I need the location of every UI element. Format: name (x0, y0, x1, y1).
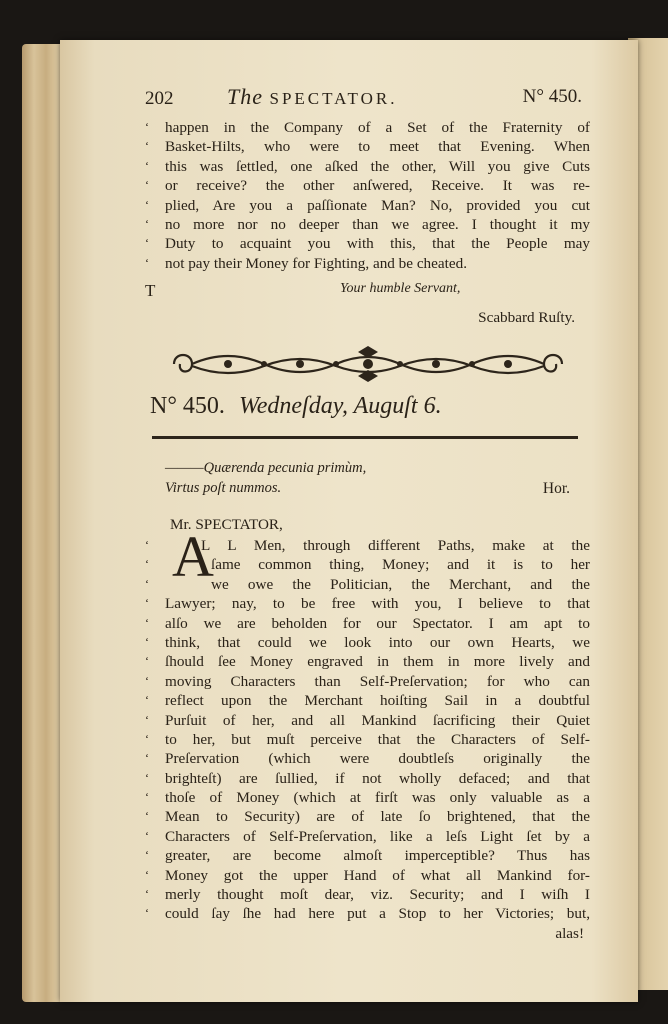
text-line: ‘ Preſervation (which were doubtleſs originally the (145, 750, 590, 768)
running-title: The SPECTATOR. (227, 84, 398, 109)
text-line: ‘ think, that could we look into our own Hearts, we (145, 633, 590, 651)
text-line: ‘ Basket-Hilts, who were to meet that Evening. When (145, 138, 590, 156)
text-line: ‘ plied, Are you a paſſionate Man? No, provided you cut (145, 196, 590, 214)
text-line: ‘ thoſe of Money (which at firſt was only valuable as a (145, 789, 590, 807)
page-number: 202 (145, 88, 174, 109)
motto-attribution: Hor. (542, 480, 570, 497)
signature-initial: T (145, 281, 156, 300)
text-line: ‘ Lawyer; nay, to be free with you, I believe to that (145, 595, 590, 613)
drop-cap: A (172, 524, 214, 589)
issue-date: Wedneſday, Auguſt 6. (238, 393, 442, 419)
text-line: ‘ Purſuit of her, and all Mankind ſacrificing their Quiet (145, 711, 590, 729)
text-line: ‘ Mean to Security) are of late ſo brightened, that the (145, 808, 590, 826)
text-line: ‘ Duty to acquaint you with this, that the People may (145, 235, 590, 253)
text-line: ‘ L L Men, through different Paths, make at the (145, 537, 590, 554)
text-line: ‘ could ſay ſhe had here put a Stop to her Victories; but, (145, 905, 590, 923)
text-line: ‘ happen in the Company of a Set of the Fraternity of (145, 119, 590, 136)
text-line: ‘ this was ſettled, one aſked the other, Will you give Cuts (145, 157, 590, 175)
text-line: ‘ to her, but muſt perceive that the Characters of Self- (145, 730, 590, 748)
text-line: ‘ or receive? the other anſwered, Receive. It was re- (145, 177, 590, 195)
salutation: Mr. SPECTATOR, (170, 516, 283, 533)
heading-rule (152, 436, 578, 439)
text-line: ‘ alſo we are beholden for our Spectator. I am apt to (145, 614, 590, 632)
text-line: ‘ moving Characters than Self-Preſervation; for who can (145, 672, 590, 690)
motto-line-1: ———Quærenda pecunia primùm, (165, 460, 367, 476)
text-line: ‘ not pay their Money for Fighting, and be cheated. (145, 254, 467, 272)
ornament-icon (168, 346, 568, 382)
text-line: ‘ ſame common thing, Money; and it is to her (145, 556, 590, 574)
text-line: ‘ we owe the Politician, the Merchant, and the (145, 575, 590, 593)
catchword: alas! (555, 924, 584, 942)
running-header (145, 84, 590, 114)
text-line: ‘ no more nor no deeper than we agree. I thought it my (145, 215, 590, 233)
letter-text (145, 536, 590, 943)
decorative-ornament (168, 346, 568, 382)
text-line: ‘ brighteſt) are ſullied, if not wholly defaced; and that (145, 769, 590, 787)
signature: Scabbard Ruſty. (478, 309, 575, 326)
text-line: ‘ merly thought moſt dear, viz. Security; and I wiſh I (145, 886, 590, 904)
text-line: ‘ ſhould ſee Money engraved in them in more lively and (145, 653, 590, 671)
closing-letter-text (145, 118, 590, 273)
text-line: ‘ Characters of Self-Preſervation, like a leſs Light ſet by a (145, 827, 590, 845)
motto-line-2: Virtus poſt nummos. Hor. (165, 480, 570, 497)
text-line: ‘ greater, are become almoſt imperceptible? Thus has (145, 847, 590, 865)
catchword-line (145, 924, 590, 943)
issue-number: N° 450. (150, 393, 225, 419)
valediction: Your humble Servant, (340, 281, 461, 296)
issue-heading (150, 393, 580, 420)
header-issue-number: N° 450. (522, 86, 582, 107)
text-line: ‘ reflect upon the Merchant hoiſting Sail in a doubtful (145, 692, 590, 710)
text-line: ‘ Money got the upper Hand of what all Mankind for- (145, 866, 590, 884)
